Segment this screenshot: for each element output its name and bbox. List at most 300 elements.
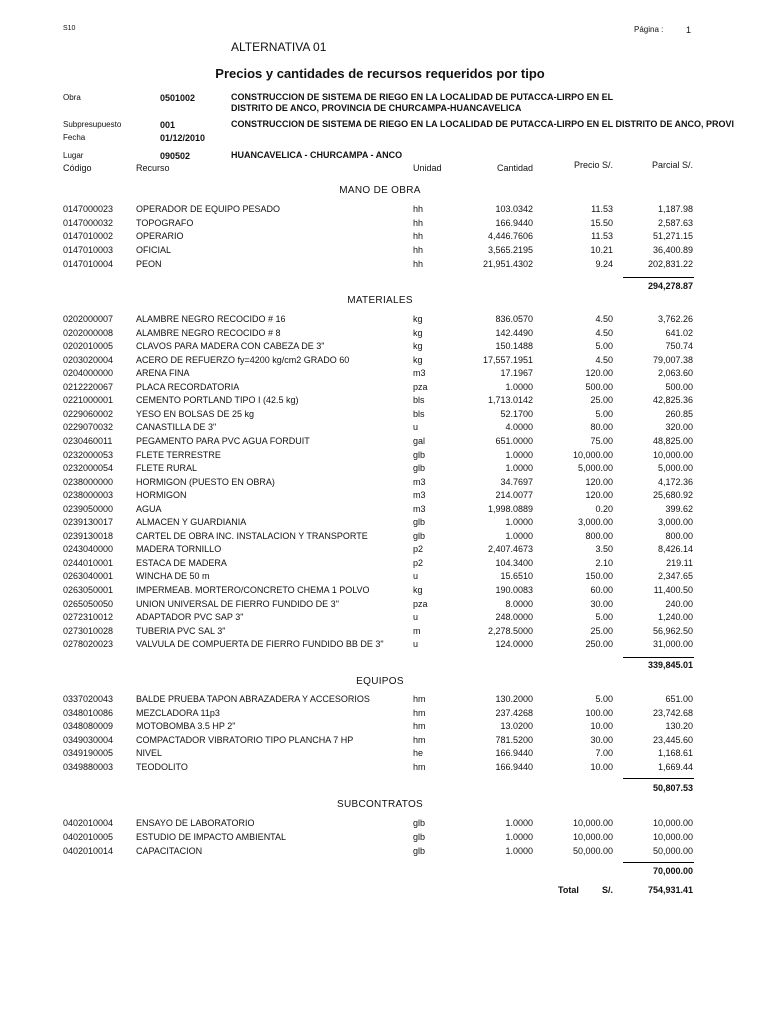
row-resource: ESTUDIO DE IMPACTO AMBIENTAL: [136, 832, 287, 842]
obra-label: Obra: [63, 93, 81, 102]
row-price: 250.00: [585, 639, 613, 649]
table-row: [0, 259, 768, 272]
row-partial: 3,000.00: [657, 517, 693, 527]
row-partial: 219.11: [666, 558, 693, 568]
row-partial: 42,825.36: [652, 395, 693, 405]
row-unit: hm: [413, 735, 426, 745]
row-quantity: 130.2000: [495, 694, 533, 704]
fecha-label: Fecha: [63, 133, 86, 142]
row-unit: hm: [413, 694, 426, 704]
row-price: 10.21: [590, 245, 613, 255]
row-code: 0147010002: [63, 231, 114, 241]
table-row: [0, 639, 768, 652]
row-quantity: 13.0200: [500, 721, 533, 731]
table-row: [0, 422, 768, 435]
row-code: 0244010001: [63, 558, 114, 568]
row-unit: kg: [413, 314, 423, 324]
row-price: 800.00: [585, 531, 613, 541]
row-resource: FLETE RURAL: [136, 463, 198, 473]
row-price: 25.00: [590, 395, 613, 405]
row-resource: AGUA: [136, 504, 162, 514]
row-partial: 11,400.50: [653, 585, 693, 595]
row-resource: CAPACITACION: [136, 846, 203, 856]
row-price: 120.00: [585, 490, 613, 500]
row-quantity: 166.9440: [495, 218, 533, 228]
row-resource: MADERA TORNILLO: [136, 544, 222, 554]
row-unit: hh: [413, 218, 424, 228]
row-resource: TEODOLITO: [136, 762, 188, 772]
row-partial: 56,962.50: [652, 626, 693, 636]
row-unit: m3: [413, 490, 426, 500]
total-value: 754,931.41: [647, 885, 693, 895]
row-code: 0349880003: [63, 762, 114, 772]
row-price: 4.50: [595, 314, 613, 324]
row-code: 0202000007: [63, 314, 114, 324]
row-unit: bls: [413, 409, 425, 419]
row-resource: PEON: [136, 259, 162, 269]
row-resource: CARTEL DE OBRA INC. INSTALACION Y TRANSPORTE: [136, 531, 368, 541]
row-unit: glb: [413, 846, 426, 856]
row-price: 3,000.00: [577, 517, 613, 527]
row-resource: ARENA FINA: [136, 368, 190, 378]
row-quantity: 3,565.2195: [487, 245, 533, 255]
row-price: 5.00: [595, 409, 613, 419]
row-partial: 3,762.26: [657, 314, 693, 324]
row-unit: p2: [413, 558, 424, 568]
obra-code: 0501002: [160, 93, 196, 103]
row-unit: hh: [413, 231, 424, 241]
row-quantity: 1.0000: [505, 531, 533, 541]
row-price: 10,000.00: [572, 450, 613, 460]
row-resource: TOPOGRAFO: [136, 218, 194, 228]
subpresupuesto-description: CONSTRUCCION DE SISTEMA DE RIEGO EN LA LOCALIDAD DE PUTACCA-LIRPO EN EL DISTRITO DE ANCO, PROVI: [231, 119, 735, 129]
table-row: [0, 818, 768, 831]
page-title: Precios y cantidades de recursos requeridos por tipo: [215, 66, 545, 81]
table-row: [0, 762, 768, 775]
row-partial: 31,000.00: [652, 639, 693, 649]
row-price: 5.00: [595, 694, 613, 704]
row-quantity: 190.0083: [495, 585, 533, 595]
row-resource: ALAMBRE NEGRO RECOCIDO # 16: [136, 314, 286, 324]
row-partial: 260.85: [665, 409, 693, 419]
row-quantity: 17,557.1951: [482, 355, 533, 365]
row-partial: 2,063.60: [657, 368, 693, 378]
table-row: [0, 463, 768, 476]
row-code: 0348010086: [63, 708, 114, 718]
column-cantidad: Cantidad: [496, 163, 533, 173]
row-price: 10,000.00: [572, 832, 613, 842]
obra-description-line2: DISTRITO DE ANCO, PROVINCIA DE CHURCAMPA-HUANCAVELICA: [231, 103, 522, 113]
row-unit: m3: [413, 477, 426, 487]
row-quantity: 166.9440: [495, 748, 533, 758]
column-codigo: Código: [63, 163, 92, 173]
row-unit: u: [413, 422, 419, 432]
table-row: [0, 355, 768, 368]
row-price: 2.10: [595, 558, 613, 568]
table-row: [0, 314, 768, 327]
row-unit: hm: [413, 762, 426, 772]
lugar-code: 090502: [160, 151, 191, 161]
table-row: [0, 328, 768, 341]
row-unit: hh: [413, 259, 424, 269]
row-unit: glb: [413, 463, 426, 473]
row-partial: 651.00: [665, 694, 693, 704]
row-resource: OPERARIO: [136, 231, 184, 241]
row-code: 0232000053: [63, 450, 114, 460]
row-partial: 2,587.63: [657, 218, 693, 228]
row-unit: glb: [413, 450, 426, 460]
row-price: 9.24: [595, 259, 613, 269]
row-partial: 800.00: [665, 531, 693, 541]
row-quantity: 104.3400: [495, 558, 533, 568]
row-quantity: 1.0000: [505, 450, 533, 460]
obra-description-line1: CONSTRUCCION DE SISTEMA DE RIEGO EN LA LOCALIDAD DE PUTACCA-LIRPO EN EL: [231, 92, 614, 102]
table-row: [0, 626, 768, 639]
column-precio: Precio S/.: [573, 160, 613, 170]
row-unit: hh: [413, 245, 424, 255]
table-row: [0, 477, 768, 490]
row-resource: WINCHA DE 50 m: [136, 571, 210, 581]
row-code: 0147000032: [63, 218, 114, 228]
row-partial: 240.00: [665, 599, 693, 609]
table-row: [0, 735, 768, 748]
row-price: 3.50: [595, 544, 613, 554]
row-quantity: 1.0000: [505, 517, 533, 527]
row-quantity: 4.0000: [505, 422, 533, 432]
row-resource: CEMENTO PORTLAND TIPO I (42.5 kg): [136, 395, 299, 405]
row-price: 5.00: [595, 612, 613, 622]
row-code: 0239130017: [63, 517, 114, 527]
row-quantity: 15.6510: [500, 571, 533, 581]
row-quantity: 781.5200: [495, 735, 533, 745]
row-quantity: 836.0570: [495, 314, 533, 324]
row-partial: 1,168.61: [657, 748, 693, 758]
section-subtotal: 294,278.87: [647, 281, 693, 291]
row-resource: ACERO DE REFUERZO fy=4200 kg/cm2 GRADO 60: [136, 355, 350, 365]
row-quantity: 1,998.0889: [487, 504, 533, 514]
row-unit: glb: [413, 531, 426, 541]
row-code: 0204000000: [63, 368, 114, 378]
row-code: 0202010005: [63, 341, 114, 351]
table-row: [0, 708, 768, 721]
row-price: 15.50: [590, 218, 613, 228]
subtotal-rule: [623, 862, 694, 863]
row-code: 0273010028: [63, 626, 114, 636]
row-price: 10.00: [590, 762, 613, 772]
row-code: 0229060002: [63, 409, 114, 419]
row-partial: 51,271.15: [652, 231, 693, 241]
row-resource: VALVULA DE COMPUERTA DE FIERRO FUNDIDO BB DE 3": [136, 639, 384, 649]
row-resource: PLACA RECORDATORIA: [136, 382, 240, 392]
row-price: 5.00: [595, 341, 613, 351]
table-row: [0, 409, 768, 422]
row-quantity: 34.7697: [500, 477, 533, 487]
row-code: 0202000008: [63, 328, 114, 338]
row-unit: hm: [413, 708, 426, 718]
row-code: 0265050050: [63, 599, 114, 609]
row-quantity: 1.0000: [505, 818, 533, 828]
row-unit: hm: [413, 721, 426, 731]
row-resource: NIVEL: [136, 748, 163, 758]
row-resource: HORMIGON: [136, 490, 187, 500]
table-row: [0, 218, 768, 231]
row-code: 0238000000: [63, 477, 114, 487]
row-unit: p2: [413, 544, 424, 554]
table-row: [0, 517, 768, 530]
row-resource: ADAPTADOR PVC SAP 3": [136, 612, 244, 622]
row-partial: 2,347.65: [657, 571, 693, 581]
row-code: 0278020023: [63, 639, 114, 649]
row-code: 0221000001: [63, 395, 114, 405]
row-unit: u: [413, 639, 419, 649]
row-unit: kg: [413, 355, 423, 365]
row-resource: ALAMBRE NEGRO RECOCIDO # 8: [136, 328, 281, 338]
row-code: 0147010003: [63, 245, 114, 255]
section-title: MANO DE OBRA: [339, 185, 421, 196]
row-price: 500.00: [585, 382, 613, 392]
row-partial: 23,445.60: [652, 735, 693, 745]
row-unit: pza: [413, 599, 428, 609]
row-quantity: 2,278.5000: [487, 626, 533, 636]
row-price: 4.50: [595, 355, 613, 365]
row-resource: TUBERIA PVC SAL 3": [136, 626, 226, 636]
section-subtotal: 50,807.53: [652, 783, 693, 793]
row-code: 0238000003: [63, 490, 114, 500]
row-partial: 48,825.00: [652, 436, 693, 446]
table-row: [0, 585, 768, 598]
row-code: 0402010005: [63, 832, 114, 842]
subpresupuesto-code: 001: [160, 120, 176, 130]
row-resource: COMPACTADOR VIBRATORIO TIPO PLANCHA 7 HP: [136, 735, 354, 745]
row-price: 10,000.00: [572, 818, 613, 828]
row-partial: 500.00: [665, 382, 693, 392]
row-quantity: 1,713.0142: [487, 395, 533, 405]
row-resource: MOTOBOMBA 3.5 HP 2": [136, 721, 236, 731]
section-title: MATERIALES: [347, 295, 413, 306]
row-partial: 130.20: [665, 721, 693, 731]
row-unit: kg: [413, 341, 423, 351]
row-code: 0203020004: [63, 355, 114, 365]
row-quantity: 166.9440: [495, 762, 533, 772]
fecha-value: 01/12/2010: [160, 133, 206, 143]
row-partial: 10,000.00: [652, 818, 693, 828]
row-partial: 1,240.00: [657, 612, 693, 622]
row-unit: glb: [413, 832, 426, 842]
row-quantity: 17.1967: [500, 368, 533, 378]
table-row: [0, 599, 768, 612]
table-row: [0, 832, 768, 845]
row-quantity: 4,446.7606: [487, 231, 533, 241]
table-row: [0, 571, 768, 584]
row-code: 0230460011: [63, 436, 113, 446]
row-code: 0232000054: [63, 463, 114, 473]
row-price: 120.00: [585, 477, 613, 487]
row-resource: FLETE TERRESTRE: [136, 450, 221, 460]
row-code: 0239050000: [63, 504, 114, 514]
table-row: [0, 504, 768, 517]
row-quantity: 237.4268: [495, 708, 533, 718]
row-quantity: 248.0000: [495, 612, 533, 622]
row-resource: ESTACA DE MADERA: [136, 558, 227, 568]
row-price: 4.50: [595, 328, 613, 338]
row-unit: u: [413, 612, 419, 622]
report-code: S10: [63, 25, 76, 32]
alternative-title: ALTERNATIVA 01: [231, 40, 327, 54]
row-code: 0263040001: [63, 571, 114, 581]
row-unit: gal: [413, 436, 426, 446]
total-label: Total: [558, 885, 579, 895]
page-number: 1: [686, 25, 692, 35]
row-resource: PEGAMENTO PARA PVC AGUA FORDUIT: [136, 436, 310, 446]
row-code: 0272310012: [63, 612, 114, 622]
row-price: 100.00: [585, 708, 613, 718]
row-price: 80.00: [590, 422, 613, 432]
row-resource: OPERADOR DE EQUIPO PESADO: [136, 204, 281, 214]
row-quantity: 1.0000: [505, 463, 533, 473]
row-code: 0147010004: [63, 259, 114, 269]
row-quantity: 52.1700: [500, 409, 533, 419]
row-resource: IMPERMEAB. MORTERO/CONCRETO CHEMA 1 POLVO: [136, 585, 370, 595]
row-partial: 399.62: [665, 504, 693, 514]
section-title: EQUIPOS: [356, 676, 404, 687]
row-unit: glb: [413, 517, 426, 527]
row-unit: kg: [413, 328, 423, 338]
row-code: 0402010004: [63, 818, 114, 828]
column-parcial: Parcial S/.: [651, 160, 693, 170]
row-partial: 50,000.00: [652, 846, 693, 856]
row-price: 25.00: [590, 626, 613, 636]
row-quantity: 2,407.4673: [487, 544, 533, 554]
row-price: 75.00: [590, 436, 613, 446]
row-quantity: 214.0077: [495, 490, 533, 500]
row-partial: 1,669.44: [657, 762, 693, 772]
row-unit: hh: [413, 204, 424, 214]
row-price: 120.00: [585, 368, 613, 378]
row-price: 60.00: [590, 585, 613, 595]
row-quantity: 124.0000: [495, 639, 533, 649]
table-row: [0, 450, 768, 463]
total-currency: S/.: [602, 885, 614, 895]
row-code: 0239130018: [63, 531, 114, 541]
subtotal-rule: [623, 277, 694, 278]
row-price: 7.00: [595, 748, 613, 758]
row-unit: bls: [413, 395, 425, 405]
row-quantity: 1.0000: [505, 832, 533, 842]
table-row: [0, 382, 768, 395]
row-unit: he: [413, 748, 424, 758]
row-unit: glb: [413, 818, 426, 828]
row-partial: 25,680.92: [652, 490, 693, 500]
row-code: 0229070032: [63, 422, 114, 432]
row-code: 0337020043: [63, 694, 114, 704]
row-code: 0263050001: [63, 585, 114, 595]
row-unit: u: [413, 571, 419, 581]
row-code: 0349190005: [63, 748, 114, 758]
row-code: 0348080009: [63, 721, 114, 731]
row-resource: CANASTILLA DE 3": [136, 422, 217, 432]
subpresupuesto-label: Subpresupuesto: [63, 120, 122, 129]
row-partial: 10,000.00: [652, 450, 693, 460]
table-row: [0, 846, 768, 859]
row-code: 0402010014: [63, 846, 114, 856]
row-partial: 23,742.68: [652, 708, 693, 718]
row-price: 11.53: [591, 231, 613, 241]
section-subtotal: 339,845.01: [647, 660, 693, 670]
table-row: [0, 204, 768, 217]
row-partial: 750.74: [665, 341, 693, 351]
row-resource: HORMIGON (PUESTO EN OBRA): [136, 477, 275, 487]
column-unidad: Unidad: [413, 163, 442, 173]
subtotal-rule: [623, 778, 694, 779]
row-price: 10.00: [590, 721, 613, 731]
table-row: [0, 544, 768, 557]
row-code: 0349030004: [63, 735, 114, 745]
table-row: [0, 436, 768, 449]
row-unit: m3: [413, 504, 426, 514]
row-resource: MEZCLADORA 11p3: [136, 708, 220, 718]
row-partial: 641.02: [665, 328, 693, 338]
row-partial: 10,000.00: [652, 832, 693, 842]
table-row: [0, 245, 768, 258]
row-partial: 4,172.36: [657, 477, 693, 487]
table-row: [0, 341, 768, 354]
row-partial: 5,000.00: [657, 463, 693, 473]
row-quantity: 103.0342: [495, 204, 533, 214]
row-unit: pza: [413, 382, 428, 392]
lugar-description: HUANCAVELICA - CHURCAMPA - ANCO: [231, 150, 403, 160]
table-row: [0, 721, 768, 734]
table-row: [0, 748, 768, 761]
row-partial: 36,400.89: [652, 245, 693, 255]
row-resource: OFICIAL: [136, 245, 172, 255]
row-price: 50,000.00: [572, 846, 613, 856]
row-unit: m: [413, 626, 421, 636]
row-price: 0.20: [595, 504, 613, 514]
row-quantity: 21,951.4302: [482, 259, 533, 269]
row-quantity: 1.0000: [505, 846, 533, 856]
row-code: 0147000023: [63, 204, 114, 214]
section-title: SUBCONTRATOS: [336, 799, 424, 810]
row-partial: 1,187.98: [657, 204, 693, 214]
section-subtotal: 70,000.00: [652, 866, 693, 876]
row-resource: ALMACEN Y GUARDIANIA: [136, 517, 247, 527]
table-row: [0, 531, 768, 544]
row-resource: ENSAYO DE LABORATORIO: [136, 818, 255, 828]
row-resource: BALDE PRUEBA TAPON ABRAZADERA Y ACCESORIOS: [136, 694, 370, 704]
row-partial: 79,007.38: [652, 355, 693, 365]
row-code: 0243040000: [63, 544, 114, 554]
row-quantity: 142.4490: [495, 328, 533, 338]
row-price: 11.53: [591, 204, 613, 214]
row-price: 5,000.00: [577, 463, 613, 473]
row-partial: 8,426.14: [657, 544, 693, 554]
table-row: [0, 558, 768, 571]
row-resource: CLAVOS PARA MADERA CON CABEZA DE 3": [136, 341, 325, 351]
row-quantity: 651.0000: [495, 436, 533, 446]
table-row: [0, 368, 768, 381]
row-partial: 320.00: [665, 422, 693, 432]
row-price: 150.00: [585, 571, 613, 581]
subtotal-rule: [623, 657, 694, 658]
row-quantity: 1.0000: [505, 382, 533, 392]
row-code: 0212220067: [63, 382, 114, 392]
row-resource: UNION UNIVERSAL DE FIERRO FUNDIDO DE 3": [136, 599, 339, 609]
row-unit: m3: [413, 368, 426, 378]
table-row: [0, 395, 768, 408]
row-quantity: 8.0000: [505, 599, 533, 609]
row-partial: 202,831.22: [647, 259, 693, 269]
table-row: [0, 694, 768, 707]
